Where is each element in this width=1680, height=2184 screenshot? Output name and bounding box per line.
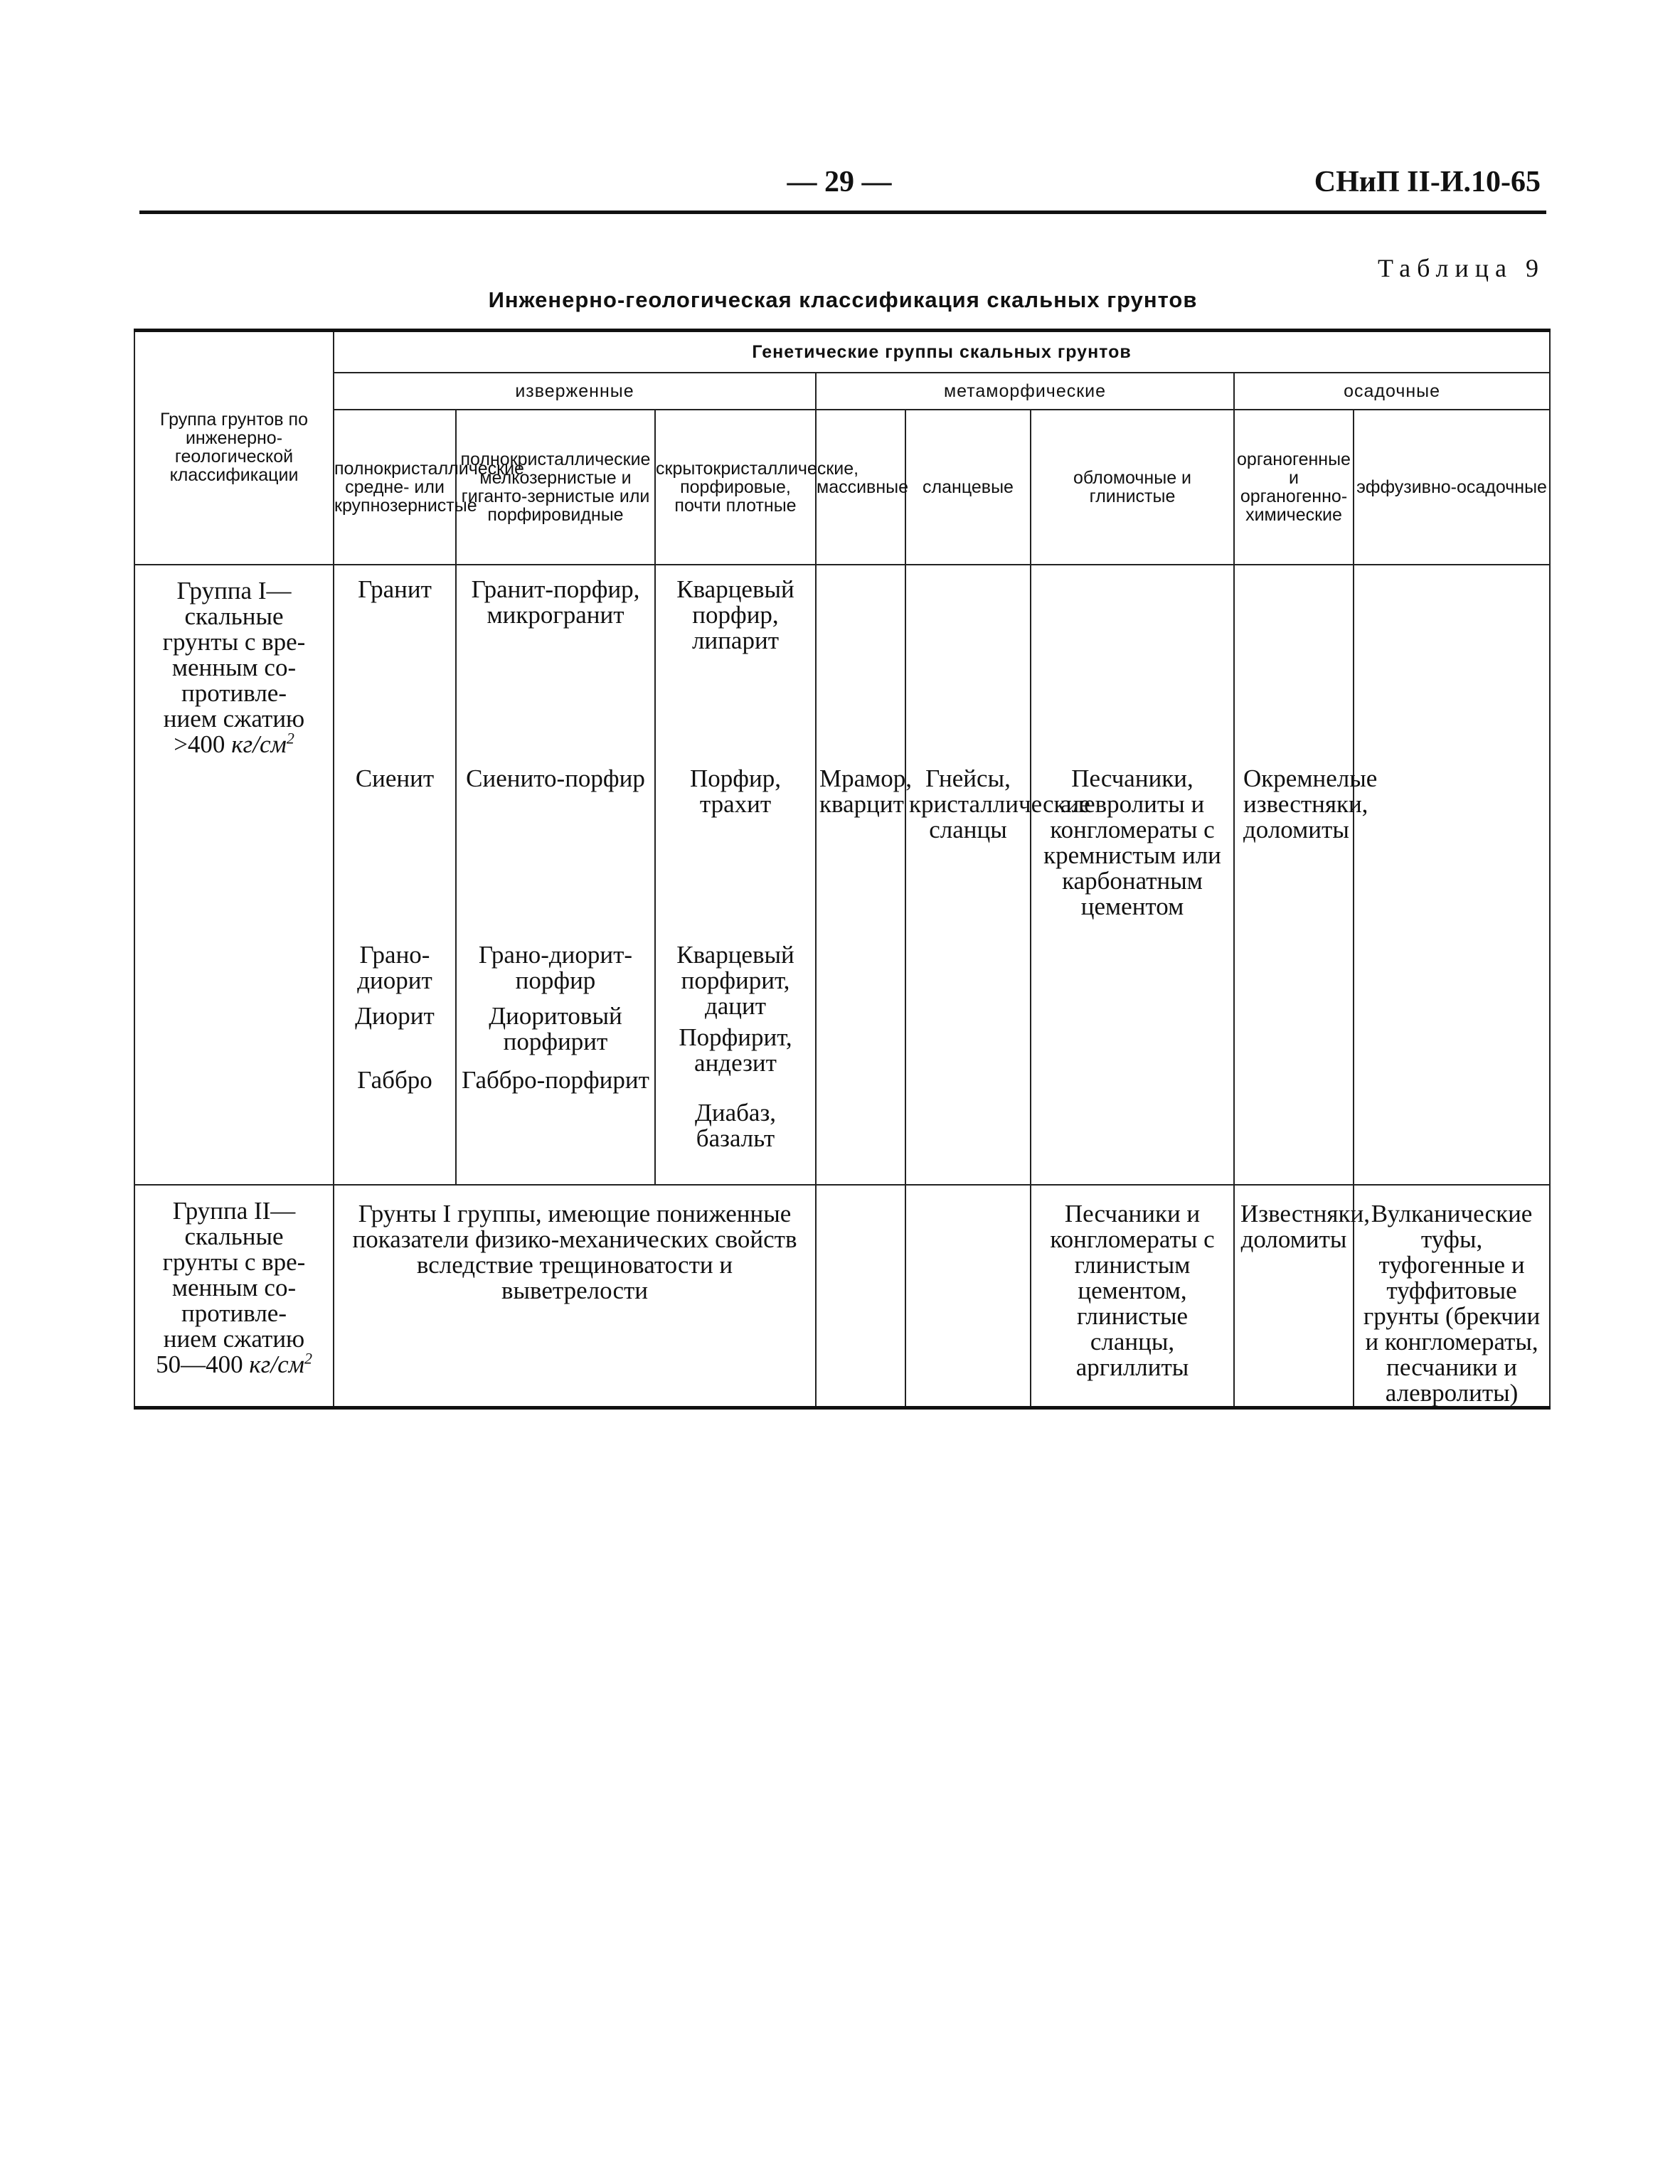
group1-unit: кг/см [231,730,287,758]
crypto-rock: Кварцевый порфирит, дацит [676,941,794,1020]
fine-rock: Грано-диорит-порфир [478,941,633,994]
group1-label-line: противле- [181,679,287,707]
group1-label-line: нием сжатию [163,705,305,733]
coarse-rock: Сиенит [355,765,435,792]
document-code: СНиП II-И.10-65 [1314,166,1541,198]
coarse-rock: Гранит [358,575,432,603]
group2-strength-value: 50—400 [156,1351,243,1378]
group2-clastic: Песчаники и конгломераты с глинистым цементом, глинистые сланцы, аргиллиты [1031,1185,1234,1408]
row-header: Группа грунтов по инженерно-геологической классификации [134,331,334,565]
schist-rock: Гнейсы, кристаллические сланцы [909,765,1090,843]
group1-label-line: Группа I— [176,577,292,604]
igneous-header: изверженные [334,373,816,410]
group2-unit: кг/см [249,1351,304,1378]
group2-label-line: грунты с вре- [162,1248,306,1276]
group2-unit-exp: 2 [304,1349,312,1368]
metamorphic-header: метаморфические [816,373,1234,410]
coarse-rock: Диорит [355,1002,435,1030]
sedimentary-header: осадочные [1234,373,1550,410]
group2-label-line: нием сжатию [163,1325,305,1353]
col-header-clastic: обломочные и глинистые [1031,410,1234,565]
coarse-rock: Грано-диорит [357,941,432,994]
table-row [134,565,1550,1185]
crypto-rock: Кварцевый порфир, липарит [676,575,794,654]
crypto-rock: Порфир, трахит [690,765,781,818]
crypto-rock: Порфирит, андезит [679,1023,792,1077]
group1-strength-value: >400 [174,730,225,758]
group2-massive [816,1185,905,1408]
fine-rock: Гранит-порфир, микрогранит [471,575,640,629]
col-header-coarse: полнокристаллические средне- или крупнозернистые [334,410,456,565]
genetic-groups-header: Генетические группы скальных грунтов [334,331,1550,373]
group1-label-line: скальные [184,602,284,630]
group2-label-line: Группа II— [172,1197,296,1225]
group2-label-line: скальные [184,1222,284,1250]
group2-schist [905,1185,1031,1408]
group2-label [134,1185,334,1408]
organogenic-rock: Окремнелые известняки, доломиты [1243,765,1378,843]
group1-label-line: менным со- [171,654,297,681]
group2-label-line: менным со- [171,1274,297,1301]
group1-unit-exp: 2 [286,729,294,747]
col-header-massive: массивные [816,410,905,565]
col-header-schist: сланцевые [905,410,1031,565]
group1-strength [135,729,333,758]
header-rule [139,211,1546,214]
table-row [134,1185,1550,1408]
fine-rock: Габбро-порфирит [462,1066,649,1094]
group2-label-line: противле- [181,1299,287,1327]
coarse-rock: Габбро [357,1066,432,1094]
table-number: Таблица 9 [1378,254,1545,282]
group2-effusive: Вулканические туфы, туфогенные и туффитовые грунты (брекчии и конгломераты, песчаники и алевролиты) [1354,1185,1550,1408]
group1-label-line: грунты с вре- [162,628,306,656]
table-title: Инженерно-геологическая классификация скальных грунтов [488,287,1198,312]
group1-label [134,565,334,1185]
group2-igneous: Грунты I группы, имеющие пониженные показатели физико-механических свойств вследствие трещиноватости и выветрелости [334,1185,816,1408]
group2-organogenic: Известняки, доломиты [1234,1185,1354,1408]
col-header-crypto: скрытокристаллические, порфировые, почти плотные [655,410,816,565]
page-number: — 29 — [787,166,892,198]
col-header-fine: полнокристаллические мелкозернистые и гиганто-зернистые или порфировидные [456,410,655,565]
group2-strength [135,1349,333,1378]
classification-table [134,329,1551,1410]
crypto-rock: Диабаз, базальт [694,1099,777,1152]
fine-rock: Диоритовый порфирит [489,1002,622,1055]
col-header-organogenic: органогенные и органогенно-химические [1234,410,1354,565]
clastic-rock: Песчаники, алевролиты и конгломераты с кремнистым или карбонатным цементом [1043,765,1221,920]
massive-rock: Мрамор, кварцит [819,765,913,818]
col-header-effusive: эффузивно-осадочные [1354,410,1550,565]
fine-rock: Сиенито-порфир [466,765,645,792]
